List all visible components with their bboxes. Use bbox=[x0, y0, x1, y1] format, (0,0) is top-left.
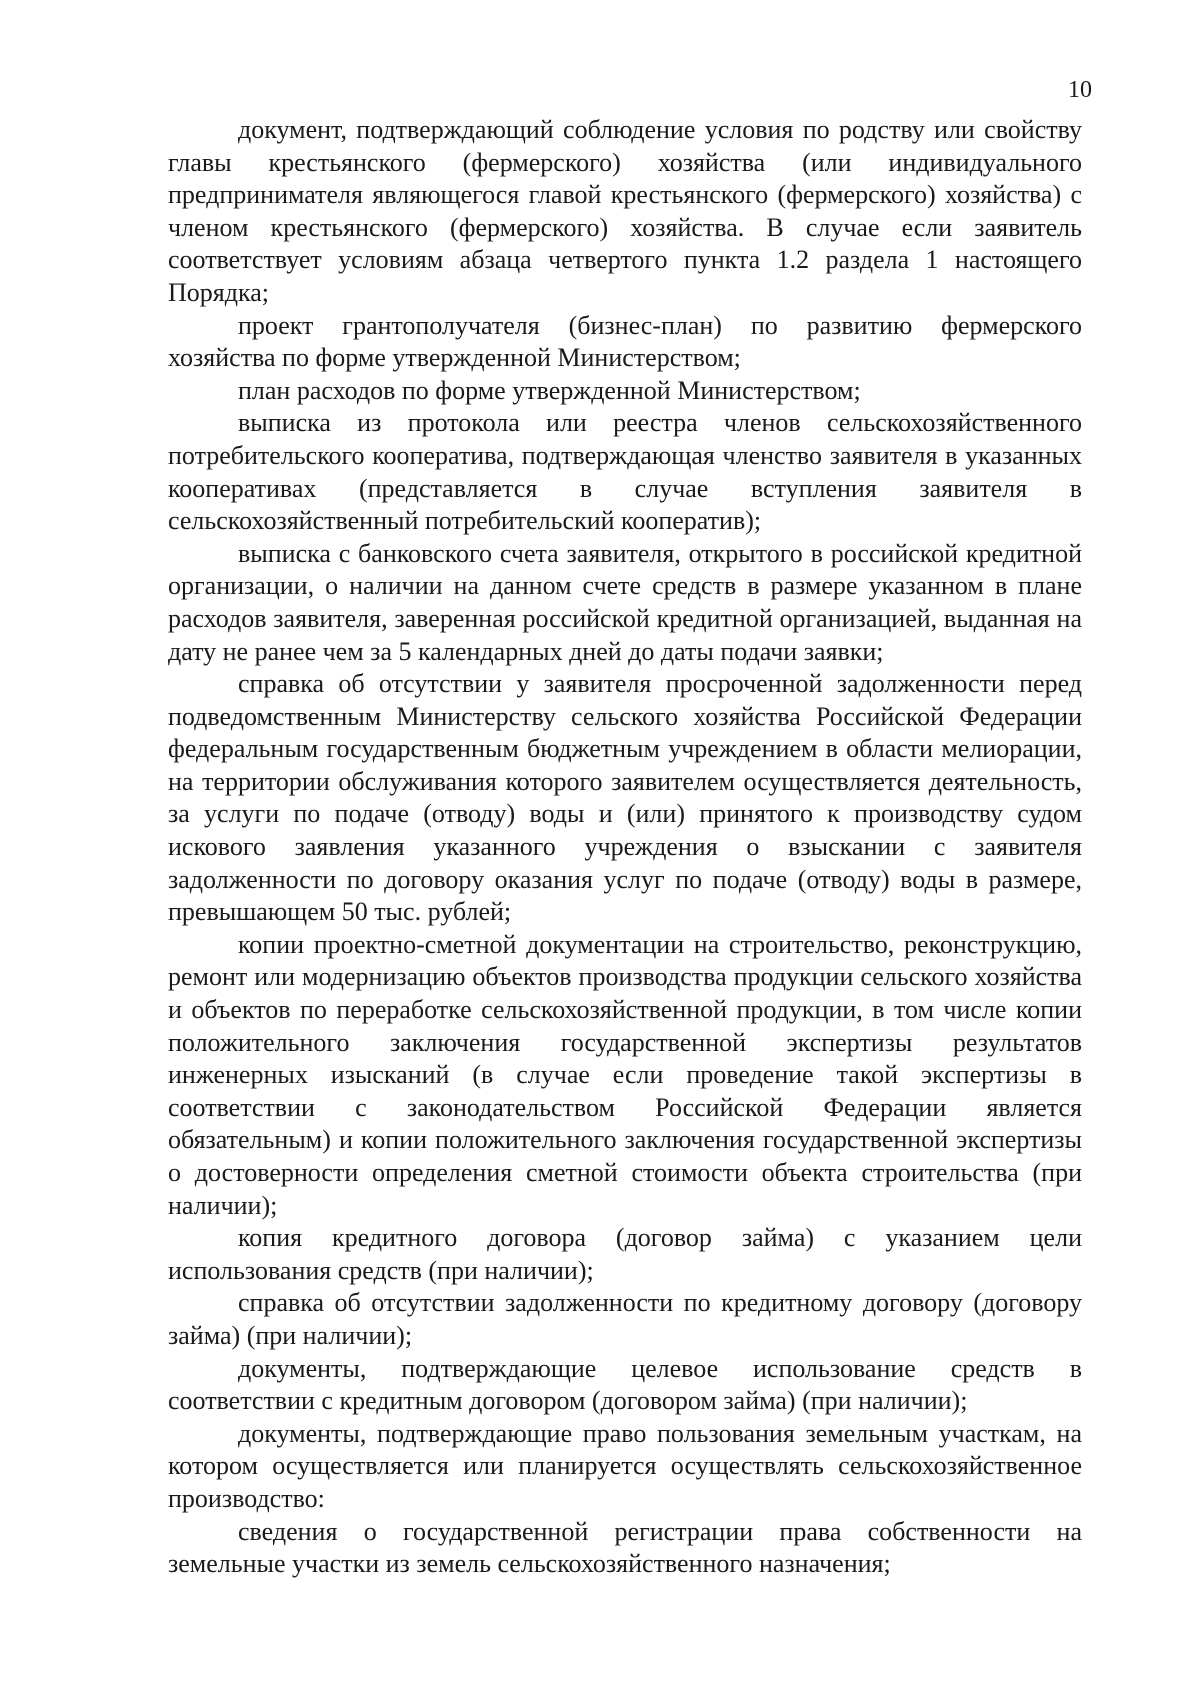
paragraph: справка об отсутствии задолженности по кредитному договору (договору займа) (при наличии); bbox=[168, 1288, 1082, 1350]
paragraph: сведения о государственной регистрации права собственности на земельные участки из земель сельскохозяйственного назначения; bbox=[168, 1516, 1082, 1579]
page-number: 10 bbox=[1068, 77, 1092, 103]
paragraph: документ, подтверждающий соблюдение условия по родству или свойству главы крестьянского (фермерского) хозяйства (или индивидуального предпринимателя являющегося главой крестьянского (фермерского) хозяйства) с членом крестьянского (фермерского) хозяйства. В случае если заявитель соответствует условиям абзаца четвертого пункта 1.2 раздела 1 настоящего Порядка; bbox=[168, 115, 1082, 307]
paragraph: документы, подтверждающие право пользования земельным участкам, на котором осуществляется или планируется осуществлять сельскохозяйственное производство: bbox=[168, 1418, 1082, 1513]
paragraph: копия кредитного договора (договор займа) с указанием цели использования средств (при наличии); bbox=[168, 1223, 1082, 1285]
paragraph: выписка с банковского счета заявителя, открытого в российской кредитной организации, о наличии на данном счете средств в размере указанном в плане расходов заявителя, заверенная российской кредитной организацией, выданная на дату не ранее чем за 5 календарных дней до даты подачи заявки; bbox=[168, 538, 1082, 666]
paragraph: план расходов по форме утвержденной Министерством; bbox=[238, 375, 861, 405]
paragraph: выписка из протокола или реестра членов сельскохозяйственного потребительского кооператива, подтверждающая членство заявителя в указанных кооперативах (представляется в случае вступления заявителя в сельскохозяйственный потребительский кооператив); bbox=[168, 408, 1082, 536]
paragraph: справка об отсутствии у заявителя просроченной задолженности перед подведомственным Министерству сельского хозяйства Российской Федерации федеральным государственным бюджетным учреждением в области мелиорации, на территории обслуживания которого заявителем осуществляется деятельность, за услуги по подаче (отводу) воды и (или) принятого к производству судом искового заявления указанного учреждения о взыскании с заявителя задолженности по договору оказания услуг по подаче (отводу) воды в размере, превышающем 50 тыс. рублей; bbox=[168, 669, 1082, 927]
paragraph: копии проектно-сметной документации на строительство, реконструкцию, ремонт или модернизацию объектов производства продукции сельского хозяйства и объектов по переработке сельскохозяйственной продукции, в том числе копии положительного заключения государственной экспертизы результатов инженерных изысканий (в случае если проведение такой экспертизы в соответствии с законодательством Российской Федерации является обязательным) и копии положительного заключения государственной экспертизы о достоверности определения сметной стоимости объекта строительства (при наличии); bbox=[168, 929, 1082, 1220]
paragraph: документы, подтверждающие целевое использование средств в соответствии с кредитным договором (договором займа) (при наличии); bbox=[168, 1353, 1082, 1416]
document-body bbox=[168, 114, 1082, 1581]
paragraph: проект грантополучателя (бизнес-план) по развитию фермерского хозяйства по форме утвержденной Министерством; bbox=[168, 310, 1082, 373]
